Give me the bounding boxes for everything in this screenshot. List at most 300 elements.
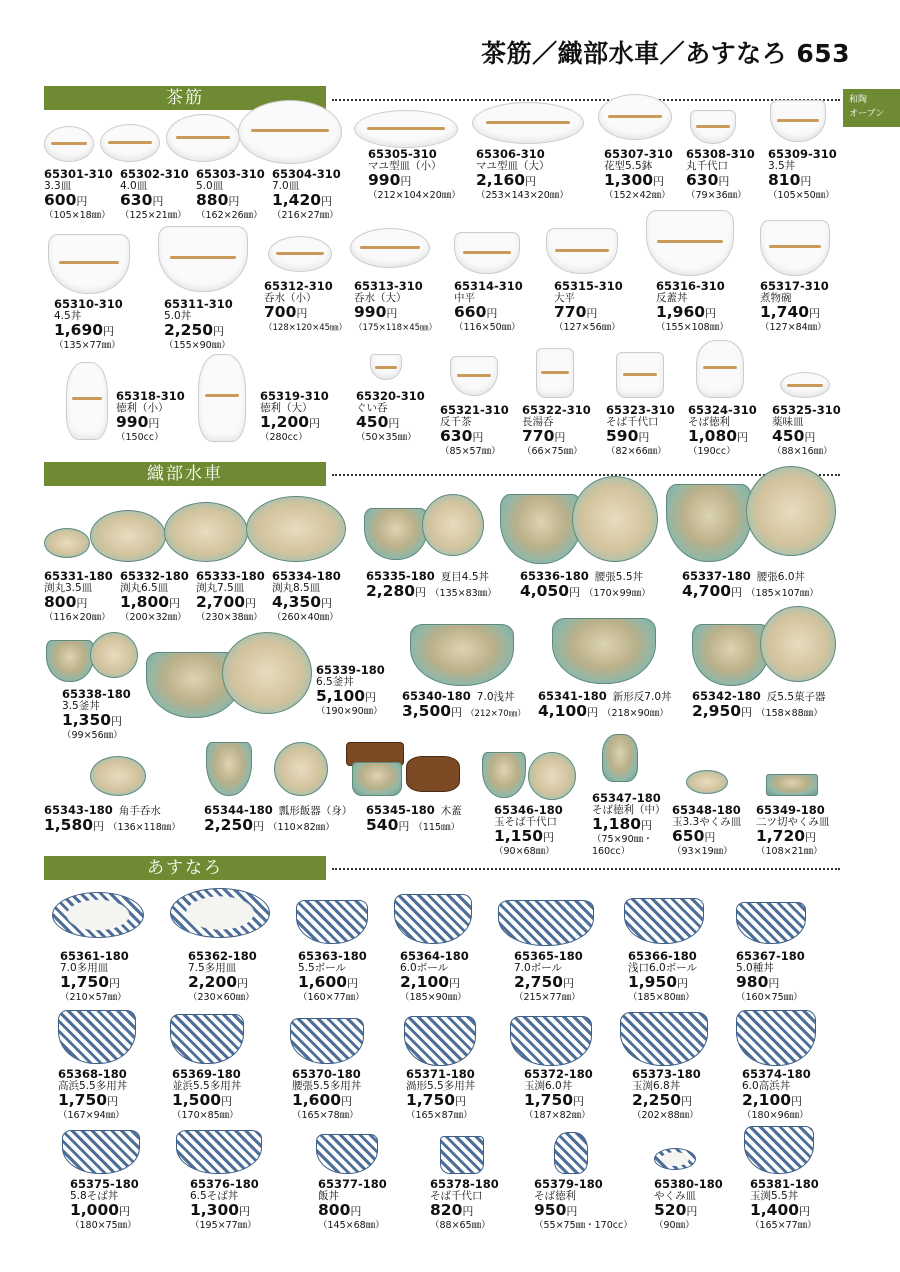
product-item (188, 950, 257, 1004)
product-code: 65365-180 (514, 949, 583, 963)
price-value: 1,580 (44, 816, 94, 834)
currency: 円 (111, 715, 123, 728)
product-photo (170, 1014, 244, 1064)
product-item (116, 390, 185, 444)
product-price (172, 1092, 241, 1110)
product-dimensions: （170×85㎜） (172, 1110, 239, 1121)
currency: 円 (573, 1095, 585, 1108)
currency: 円 (237, 977, 249, 990)
product-dimensions: （202×88㎜） (632, 1110, 699, 1121)
product-photo (222, 632, 312, 714)
product-item (524, 1068, 593, 1122)
product-photo (52, 892, 144, 938)
product-price (190, 1202, 259, 1220)
product-photo (170, 888, 270, 938)
product-dimensions: （158×88㎜） (756, 708, 823, 719)
product-dimensions: （150cc） (116, 432, 164, 443)
product-item (292, 1068, 361, 1122)
product-code: 65381-180 (750, 1177, 819, 1191)
product-name: 中平 (454, 292, 475, 304)
product-dimensions: （90×68㎜） (494, 846, 555, 857)
product-photo (370, 354, 402, 380)
currency: 円 (569, 586, 581, 599)
product-photo (62, 1130, 140, 1174)
product-dimensions: （116×50㎜） (454, 322, 521, 333)
product-item (172, 1068, 241, 1122)
product-code: 65304-310 (272, 167, 341, 181)
product-item (58, 1068, 127, 1122)
product-item (440, 404, 509, 458)
price-value: 1,950 (628, 973, 678, 991)
product-dimensions: （160×75㎜） (736, 992, 803, 1003)
product-item (406, 1068, 475, 1122)
product-code: 65380-180 (654, 1177, 723, 1191)
price-value: 1,960 (656, 303, 706, 321)
product-item (768, 148, 837, 202)
product-dimensions: （66×75㎜） (522, 446, 583, 457)
product-name: 腰張6.0丼 (756, 571, 805, 583)
product-name: 7.0ボール (514, 962, 562, 974)
product-code: 65367-180 (736, 949, 805, 963)
product-price (366, 582, 426, 600)
product-item (494, 804, 563, 858)
product-photo (686, 770, 728, 794)
product-price (768, 172, 837, 190)
side-tag-line-2: オーブン (849, 109, 885, 119)
product-photo (666, 484, 752, 562)
product-photo (482, 752, 526, 798)
price-value: 2,950 (692, 702, 742, 720)
product-dimensions: （230×60㎜） (188, 992, 255, 1003)
product-price (692, 702, 752, 720)
currency: 円 (221, 1095, 233, 1108)
product-name: 花型5.5鉢 (604, 160, 653, 172)
product-name: マユ型皿（大） (476, 160, 550, 172)
price-value: 5,100 (316, 687, 366, 705)
product-price (534, 1202, 633, 1220)
product-price (494, 828, 563, 846)
product-photo (780, 372, 830, 398)
product-code: 65346-180 (494, 803, 563, 817)
price-value: 1,300 (604, 171, 654, 189)
product-price (120, 192, 189, 210)
product-item (772, 404, 841, 458)
product-price (672, 828, 741, 846)
product-item (190, 1178, 259, 1232)
product-price (272, 594, 341, 612)
product-code: 65342-180 (692, 689, 761, 703)
product-name: 玉3.3やくみ皿 (672, 816, 742, 828)
price-value: 2,280 (366, 582, 416, 600)
product-code: 65308-310 (686, 147, 755, 161)
product-dimensions: （99×56㎜） (62, 730, 123, 741)
product-item (430, 1178, 499, 1232)
product-photo (620, 1012, 708, 1066)
currency: 円 (791, 1095, 803, 1108)
price-value: 1,750 (524, 1091, 574, 1109)
currency: 円 (341, 1095, 353, 1108)
product-price (44, 192, 113, 210)
product-code: 65334-180 (272, 569, 341, 583)
product-code: 65335-180 (366, 569, 435, 583)
product-price (120, 594, 189, 612)
product-photo (364, 508, 428, 560)
product-name: 丸千代口 (686, 160, 728, 172)
currency: 円 (566, 1205, 578, 1218)
product-price (656, 304, 729, 322)
currency: 円 (455, 1095, 467, 1108)
product-price (354, 304, 437, 322)
product-name: 7.5多用皿 (188, 962, 237, 974)
product-dimensions: （90㎜） (654, 1220, 695, 1231)
product-photo (166, 114, 240, 162)
product-dimensions: （200×32㎜） (120, 612, 187, 623)
product-photo (268, 236, 332, 272)
product-photo (440, 1136, 484, 1174)
product-photo (572, 476, 658, 562)
product-photo (164, 502, 248, 562)
product-name: 高浜5.5多用丼 (58, 1080, 128, 1092)
product-dimensions: （190×90㎜） (316, 706, 383, 717)
product-price (760, 304, 829, 322)
product-code: 65338-180 (62, 687, 131, 701)
product-photo (554, 1132, 588, 1174)
currency: 円 (677, 977, 689, 990)
product-price (514, 974, 583, 992)
product-code: 65317-310 (760, 279, 829, 293)
product-price (440, 428, 509, 446)
currency: 円 (148, 417, 160, 430)
product-price (260, 414, 329, 432)
product-name: 反蓋丼 (656, 292, 688, 304)
currency: 円 (809, 307, 821, 320)
price-value: 1,420 (272, 191, 322, 209)
product-item (260, 390, 329, 444)
currency: 円 (799, 1205, 811, 1218)
product-name: 3.5釜丼 (62, 700, 100, 712)
product-code: 65321-310 (440, 403, 509, 417)
currency: 円 (462, 1205, 474, 1218)
price-value: 1,750 (406, 1091, 456, 1109)
product-name: 渕丸6.5皿 (120, 582, 169, 594)
product-price (54, 322, 123, 340)
product-price (316, 688, 385, 706)
product-photo (90, 510, 166, 562)
product-item (318, 1178, 387, 1232)
product-name: そば千代口 (430, 1190, 483, 1202)
product-item (606, 404, 675, 458)
product-item (44, 168, 113, 222)
price-value: 4,050 (520, 582, 570, 600)
product-name: 玉渕5.5丼 (750, 1190, 799, 1202)
product-dimensions: （152×42㎜） (604, 190, 671, 201)
price-value: 4,700 (682, 582, 732, 600)
price-value: 2,200 (188, 973, 238, 991)
product-dimensions: （216×27㎜） (272, 210, 339, 221)
product-name: そば千代口 (606, 416, 659, 428)
price-value: 1,350 (62, 711, 112, 729)
product-dimensions: （155×108㎜） (656, 322, 729, 333)
product-dimensions: （93×19㎜） (672, 846, 733, 857)
product-name: 6.0高浜丼 (742, 1080, 791, 1092)
product-dimensions: （170×99㎜） (584, 588, 651, 599)
product-name: 瓢形飯器（身） (278, 805, 353, 817)
product-item (476, 148, 569, 202)
product-price (750, 1202, 819, 1220)
product-price (204, 816, 264, 834)
product-code: 65311-310 (164, 297, 233, 311)
product-photo (48, 234, 130, 294)
section-header-asunaro: あすなろ (44, 856, 326, 880)
product-item (368, 148, 461, 202)
product-dimensions: （110×82㎜） (268, 822, 335, 833)
product-photo (736, 902, 806, 944)
product-item (534, 1178, 633, 1232)
product-price (756, 828, 830, 846)
product-name: ぐい呑 (356, 402, 388, 414)
price-value: 1,400 (750, 1201, 800, 1219)
product-price (604, 172, 673, 190)
product-name: そば徳利（中） (592, 804, 666, 816)
product-photo (66, 362, 108, 440)
product-price (476, 172, 569, 190)
product-code: 65361-180 (60, 949, 129, 963)
product-code: 65349-180 (756, 803, 825, 817)
product-name: 二ツ切やくみ皿 (756, 816, 830, 828)
product-name: 渕丸7.5皿 (196, 582, 245, 594)
price-value: 660 (454, 303, 487, 321)
product-item (120, 168, 189, 222)
currency: 円 (449, 977, 461, 990)
product-item (656, 280, 729, 334)
price-value: 630 (440, 427, 473, 445)
product-photo (692, 624, 770, 686)
price-value: 1,150 (494, 827, 544, 845)
price-value: 990 (368, 171, 401, 189)
product-photo (500, 494, 582, 564)
price-value: 770 (522, 427, 555, 445)
product-item (736, 950, 805, 1004)
product-item (354, 280, 437, 334)
product-photo (624, 898, 704, 944)
product-photo (316, 1134, 378, 1174)
product-dimensions: （88×16㎜） (772, 446, 833, 457)
product-price (406, 1092, 475, 1110)
product-price (366, 816, 409, 834)
price-value: 880 (196, 191, 229, 209)
product-dimensions: （185×90㎜） (400, 992, 467, 1003)
currency: 円 (705, 307, 717, 320)
product-code: 65306-310 (476, 147, 545, 161)
product-photo (602, 734, 638, 782)
price-value: 2,250 (632, 1091, 682, 1109)
price-value: 540 (366, 816, 399, 834)
product-item (742, 1068, 811, 1122)
currency: 円 (213, 325, 225, 338)
price-value: 1,720 (756, 827, 806, 845)
product-name: 6.0ボール (400, 962, 448, 974)
product-price (62, 712, 131, 730)
currency: 円 (638, 431, 650, 444)
product-photo (44, 528, 90, 558)
product-code: 65301-310 (44, 167, 113, 181)
product-code: 65314-310 (454, 279, 523, 293)
currency: 円 (486, 307, 498, 320)
product-photo (352, 762, 402, 796)
product-photo (744, 1126, 814, 1174)
product-item (164, 298, 233, 352)
price-value: 2,750 (514, 973, 564, 991)
currency: 円 (350, 1205, 362, 1218)
product-dimensions: （180×96㎜） (742, 1110, 809, 1121)
product-dimensions: （50×35㎜） (356, 432, 417, 443)
price-value: 1,750 (60, 973, 110, 991)
product-name: 3.5丼 (768, 160, 796, 172)
price-value: 1,000 (70, 1201, 120, 1219)
product-dimensions: （135×83㎜） (430, 588, 497, 599)
currency: 円 (321, 597, 333, 610)
product-photo (100, 124, 160, 162)
product-dimensions: （190cc） (688, 446, 736, 457)
product-item (70, 1178, 139, 1232)
product-photo (646, 210, 734, 276)
currency: 円 (472, 431, 484, 444)
product-item (264, 280, 347, 334)
price-value: 1,750 (58, 1091, 108, 1109)
currency: 円 (415, 586, 427, 599)
product-code: 65345-180 (366, 803, 435, 817)
product-photo (760, 606, 836, 682)
currency: 円 (525, 175, 537, 188)
product-dimensions: （218×90㎜） (602, 708, 669, 719)
product-dimensions: （105×50㎜） (768, 190, 835, 201)
product-code: 65320-310 (356, 389, 425, 403)
product-item (538, 690, 672, 721)
product-code: 65378-180 (430, 1177, 499, 1191)
currency: 円 (388, 417, 400, 430)
product-photo (472, 102, 584, 144)
product-item (196, 570, 265, 624)
currency: 円 (76, 195, 88, 208)
product-dimensions: （187×82㎜） (524, 1110, 591, 1121)
product-dimensions: （115㎜） (413, 822, 460, 833)
product-price (44, 816, 104, 834)
product-code: 65368-180 (58, 1067, 127, 1081)
product-code: 65325-310 (772, 403, 841, 417)
product-price (454, 304, 523, 322)
product-code: 65312-310 (264, 279, 333, 293)
product-dimensions: （165×77㎜） (750, 1220, 817, 1231)
product-dimensions: （212×104×20㎜） (368, 190, 461, 201)
product-item (750, 1178, 819, 1232)
currency: 円 (386, 307, 398, 320)
product-code: 65339-180 (316, 663, 385, 677)
product-photo (690, 110, 736, 144)
currency: 円 (543, 831, 555, 844)
product-dimensions: （280cc） (260, 432, 308, 443)
price-value: 2,700 (196, 593, 246, 611)
product-item (756, 804, 830, 858)
section-header-chasuji: 茶筋 (44, 86, 326, 110)
product-photo (176, 1130, 262, 1174)
product-name: 反千茶 (440, 416, 472, 428)
product-name: 腰張5.5丼 (594, 571, 643, 583)
product-price (742, 1092, 811, 1110)
product-name: 煮物碗 (760, 292, 792, 304)
price-value: 650 (672, 827, 705, 845)
product-code: 65374-180 (742, 1067, 811, 1081)
product-name: 4.0皿 (120, 180, 148, 192)
product-name: 5.5ボール (298, 962, 346, 974)
product-name: 徳利（小） (116, 402, 169, 414)
product-price (356, 414, 425, 432)
product-photo (406, 756, 460, 792)
price-value: 1,500 (172, 1091, 222, 1109)
currency: 円 (365, 691, 377, 704)
currency: 円 (800, 175, 812, 188)
product-photo (536, 348, 574, 398)
currency: 円 (239, 1205, 251, 1218)
currency: 円 (563, 977, 575, 990)
product-item (592, 792, 666, 858)
product-name: 渕丸8.5皿 (272, 582, 321, 594)
currency: 円 (93, 820, 105, 833)
product-name: 4.5丼 (54, 310, 82, 322)
product-name: 玉渕6.8丼 (632, 1080, 681, 1092)
product-item (54, 298, 123, 352)
product-dimensions: （128×120×45㎜） (264, 323, 348, 333)
product-code: 65307-310 (604, 147, 673, 161)
product-price (592, 816, 666, 834)
product-name: 徳利（大） (260, 402, 313, 414)
product-name: そば徳利 (534, 1190, 576, 1202)
product-item (366, 804, 462, 835)
product-dimensions: （185×80㎜） (628, 992, 695, 1003)
price-value: 700 (264, 303, 297, 321)
product-code: 65362-180 (188, 949, 257, 963)
product-photo (274, 742, 328, 796)
product-name: 玉渕6.0丼 (524, 1080, 573, 1092)
product-code: 65363-180 (298, 949, 367, 963)
product-dimensions: （145×68㎜） (318, 1220, 385, 1231)
price-value: 820 (430, 1201, 463, 1219)
product-dimensions: 160cc） (592, 846, 631, 857)
product-code: 65348-180 (672, 803, 741, 817)
product-photo (616, 352, 664, 398)
product-code: 65364-180 (400, 949, 469, 963)
product-code: 65375-180 (70, 1177, 139, 1191)
product-photo (510, 1016, 592, 1066)
product-item (60, 950, 129, 1004)
product-item (400, 950, 469, 1004)
currency: 円 (253, 820, 265, 833)
product-price (292, 1092, 361, 1110)
price-value: 2,250 (204, 816, 254, 834)
currency: 円 (768, 977, 780, 990)
product-item (44, 804, 181, 835)
product-price (632, 1092, 701, 1110)
product-code: 65344-180 (204, 803, 273, 817)
product-dimensions: （108×21㎜） (756, 846, 823, 857)
product-price (430, 1202, 499, 1220)
product-name: 木蓋 (440, 805, 462, 817)
currency: 円 (451, 706, 463, 719)
product-code: 65341-180 (538, 689, 607, 703)
product-code: 65366-180 (628, 949, 697, 963)
product-dimensions: （55×75㎜・170cc） (534, 1220, 633, 1231)
product-price (318, 1202, 387, 1220)
product-name: 大平 (554, 292, 575, 304)
